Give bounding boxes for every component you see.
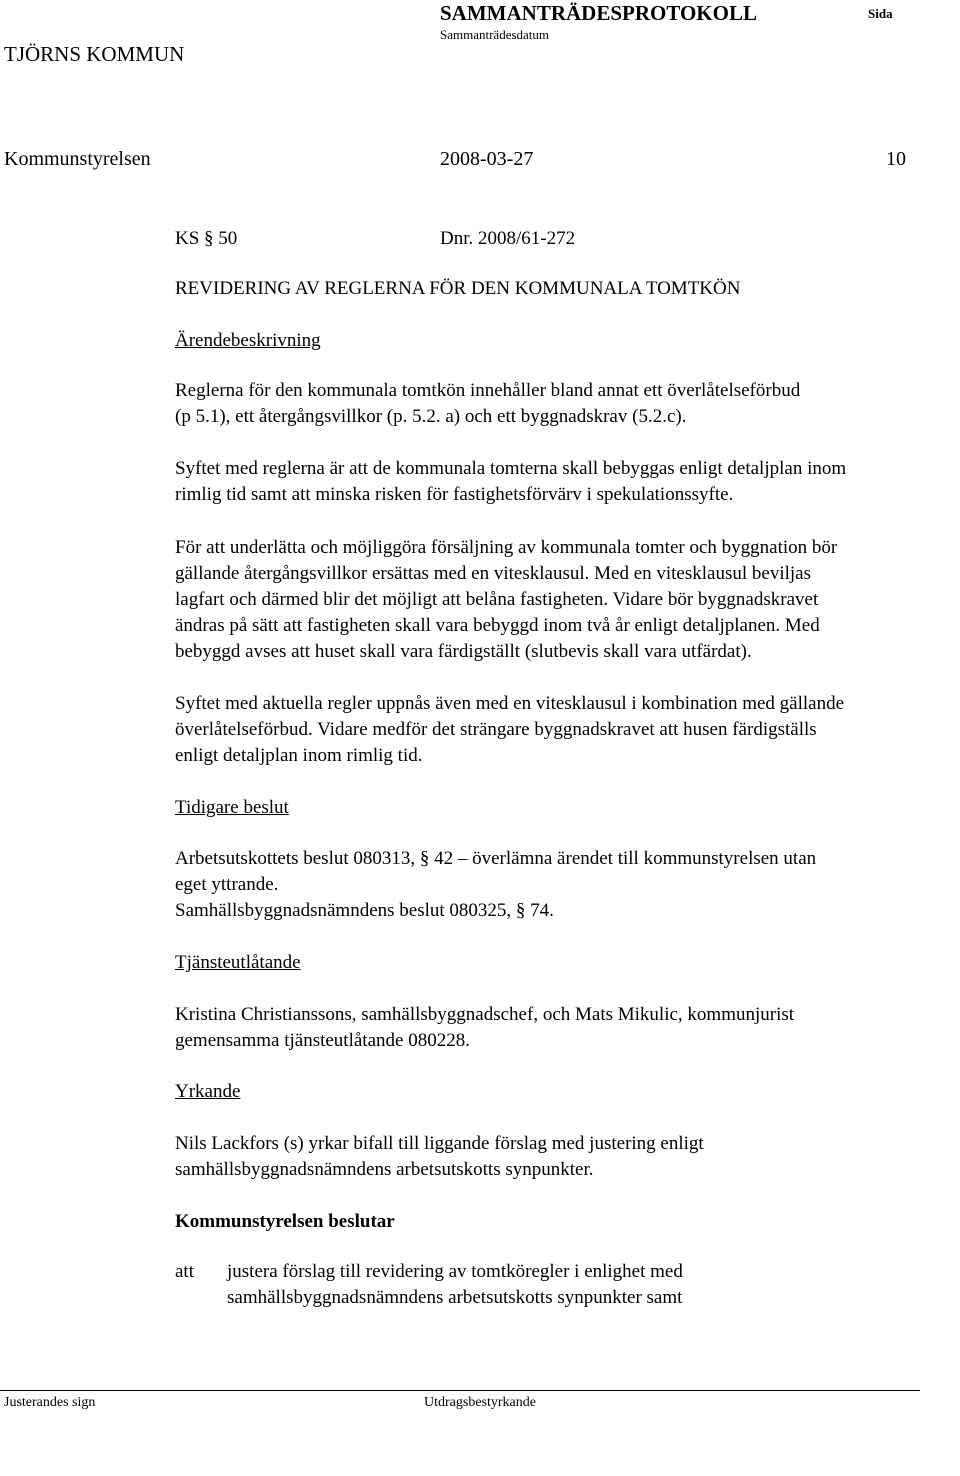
committee-name: Kommunstyrelsen (4, 148, 151, 170)
paragraph-4 (175, 691, 960, 769)
footer-divider (0, 1390, 920, 1391)
decision-text (227, 1259, 927, 1311)
section-heading-arendebeskrivning: Ärendebeskrivning (175, 330, 321, 351)
paragraph-line: överlåtelseförbud. Vidare medför det strängare byggnadskravet att husen färdigställs (175, 719, 817, 740)
paragraph-line: Samhällsbyggnadsnämndens beslut 080325, § 74. (175, 900, 554, 921)
ks-paragraph-number: KS § 50 (175, 228, 238, 249)
paragraph-line: ändras på sätt att fastigheten skall vara bebyggd inom två år enligt detaljplanen. Med (175, 615, 820, 636)
footer-signature-label: Justerandes sign (4, 1395, 96, 1410)
organization-name: TJÖRNS KOMMUN (4, 42, 185, 66)
meeting-date: 2008-03-27 (440, 148, 534, 170)
paragraph-2 (175, 456, 960, 508)
section-heading-yrkande: Yrkande (175, 1081, 241, 1102)
paragraph-line: justera förslag till revidering av tomtköregler i enlighet med (227, 1261, 683, 1282)
paragraph-3 (175, 535, 960, 665)
paragraph-1 (175, 378, 960, 430)
paragraph-line: För att underlätta och möjliggöra försäljning av kommunala tomter och byggnation bör (175, 537, 838, 558)
paragraph-line: Reglerna för den kommunala tomtkön innehåller bland annat ett överlåtelseförbud (175, 380, 801, 401)
paragraph-line: Kristina Christianssons, samhällsbyggnadschef, och Mats Mikulic, kommunjurist (175, 1004, 795, 1025)
protocol-subtitle: Sammanträdesdatum (440, 27, 550, 42)
paragraph-line: eget yttrande. (175, 874, 279, 895)
paragraph-line: gällande återgångsvillkor ersättas med en vitesklausul. Med en vitesklausul beviljas (175, 563, 811, 584)
paragraph-line: rimlig tid samt att minska risken för fastighetsförvärv i spekulationssyfte. (175, 484, 734, 505)
paragraph-line: Syftet med reglerna är att de kommunala tomterna skall bebyggas enligt detaljplan inom (175, 458, 847, 479)
paragraph-line: bebyggd avses att huset skall vara färdigställt (slutbevis skall vara utfärdat). (175, 641, 752, 662)
paragraph-line: gemensamma tjänsteutlåtande 080228. (175, 1030, 470, 1051)
official-statement (175, 1002, 960, 1054)
paragraph-line: samhällsbyggnadsnämndens arbetsutskotts synpunkter. (175, 1159, 594, 1180)
section-heading-tidigare-beslut: Tidigare beslut (175, 797, 289, 818)
page-label: Sida (868, 6, 893, 21)
paragraph-line: Arbetsutskottets beslut 080313, § 42 – överlämna ärendet till kommunstyrelsen utan (175, 848, 817, 869)
protocol-title: SAMMANTRÄDESPROTOKOLL (440, 1, 757, 25)
decision-term: att (175, 1261, 194, 1282)
paragraph-line: lagfart och därmed blir det möjligt att belåna fastigheten. Vidare bör byggnadskravet (175, 589, 819, 610)
page-number: 10 (886, 148, 906, 170)
paragraph-line: Nils Lackfors (s) yrkar bifall till liggande förslag med justering enligt (175, 1133, 704, 1154)
paragraph-line: (p 5.1), ett återgångsvillkor (p. 5.2. a) och ett byggnadskrav (5.2.c). (175, 406, 687, 427)
footer-certification-label: Utdragsbestyrkande (424, 1395, 536, 1410)
paragraph-line: Syftet med aktuella regler uppnås även med en vitesklausul i kombination med gällande (175, 693, 845, 714)
section-heading-beslut: Kommunstyrelsen beslutar (175, 1211, 395, 1232)
motion-text (175, 1131, 960, 1183)
item-title: REVIDERING AV REGLERNA FÖR DEN KOMMUNALA TOMTKÖN (175, 278, 741, 299)
paragraph-line: enligt detaljplan inom rimlig tid. (175, 745, 423, 766)
paragraph-line: samhällsbyggnadsnämndens arbetsutskotts synpunkter samt (227, 1287, 683, 1308)
section-heading-tjansteutlatande: Tjänsteutlåtande (175, 952, 301, 973)
diary-number: Dnr. 2008/61-272 (440, 228, 576, 249)
previous-decisions (175, 846, 960, 924)
